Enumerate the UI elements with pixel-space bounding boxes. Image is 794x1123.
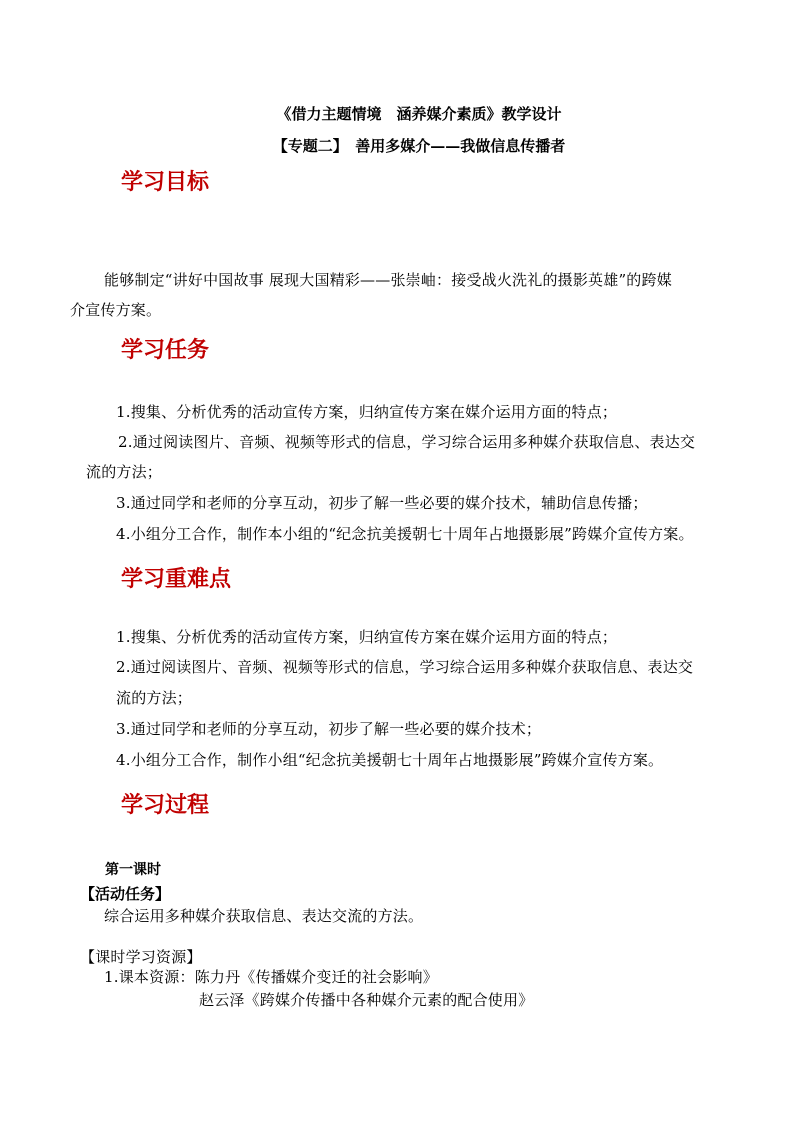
lesson-label: 第一课时 <box>105 862 161 878</box>
keypoint-item-1: 1.搜集、分析优秀的活动宣传方案，归纳宣传方案在媒介运用方面的特点； <box>116 628 618 646</box>
keypoint-item-2a: 2.通过阅读图片、音频、视频等形式的信息，学习综合运用多种媒介获取信息、表达交 <box>116 658 694 676</box>
task-item-4: 4.小组分工合作，制作本小组的“纪念抗美援朝七十周年占地摄影展”跨媒介宣传方案。 <box>116 525 694 543</box>
section-heading-keypoints: 学习重难点 <box>121 567 232 592</box>
task-item-1: 1.搜集、分析优秀的活动宣传方案，归纳宣传方案在媒介运用方面的特点； <box>116 403 618 421</box>
objectives-line-1: 能够制定“讲好中国故事 展现大国精彩——张崇岫：接受战火洗礼的摄影英雄”的跨媒 <box>104 271 672 289</box>
activity-task-text: 综合运用多种媒介获取信息、表达交流的方法。 <box>104 907 424 925</box>
objectives-line-2: 介宣传方案。 <box>70 301 162 319</box>
keypoint-item-3: 3.通过同学和老师的分享互动，初步了解一些必要的媒介技术； <box>116 720 542 738</box>
section-heading-tasks: 学习任务 <box>121 338 210 363</box>
keypoint-item-4: 4.小组分工合作，制作小组“纪念抗美援朝七十周年占地摄影展”跨媒介宣传方案。 <box>116 751 664 769</box>
resources-label: 【课时学习资源】 <box>80 948 202 966</box>
task-item-2a: 2.通过阅读图片、音频、视频等形式的信息，学习综合运用多种媒介获取信息、表达交 <box>118 433 696 451</box>
resource-item-2: 赵云泽《跨媒介传播中各种媒介元素的配合使用》 <box>199 991 534 1009</box>
task-item-3: 3.通过同学和老师的分享互动，初步了解一些必要的媒介技术，辅助信息传播； <box>116 494 648 512</box>
section-heading-process: 学习过程 <box>121 793 210 818</box>
section-heading-objectives: 学习目标 <box>121 170 210 195</box>
resource-item-1: 1.课本资源：陈力丹《传播媒介变迁的社会影响》 <box>104 968 438 986</box>
document-title: 《借力主题情境 涵养媒介素质》教学设计 <box>276 105 562 123</box>
activity-task-label: 【活动任务】 <box>80 885 171 903</box>
document-subtitle: 【专题二】 善用多媒介——我做信息传播者 <box>272 137 566 155</box>
keypoint-item-2b: 流的方法； <box>116 689 193 707</box>
task-item-2b: 流的方法； <box>86 463 163 481</box>
